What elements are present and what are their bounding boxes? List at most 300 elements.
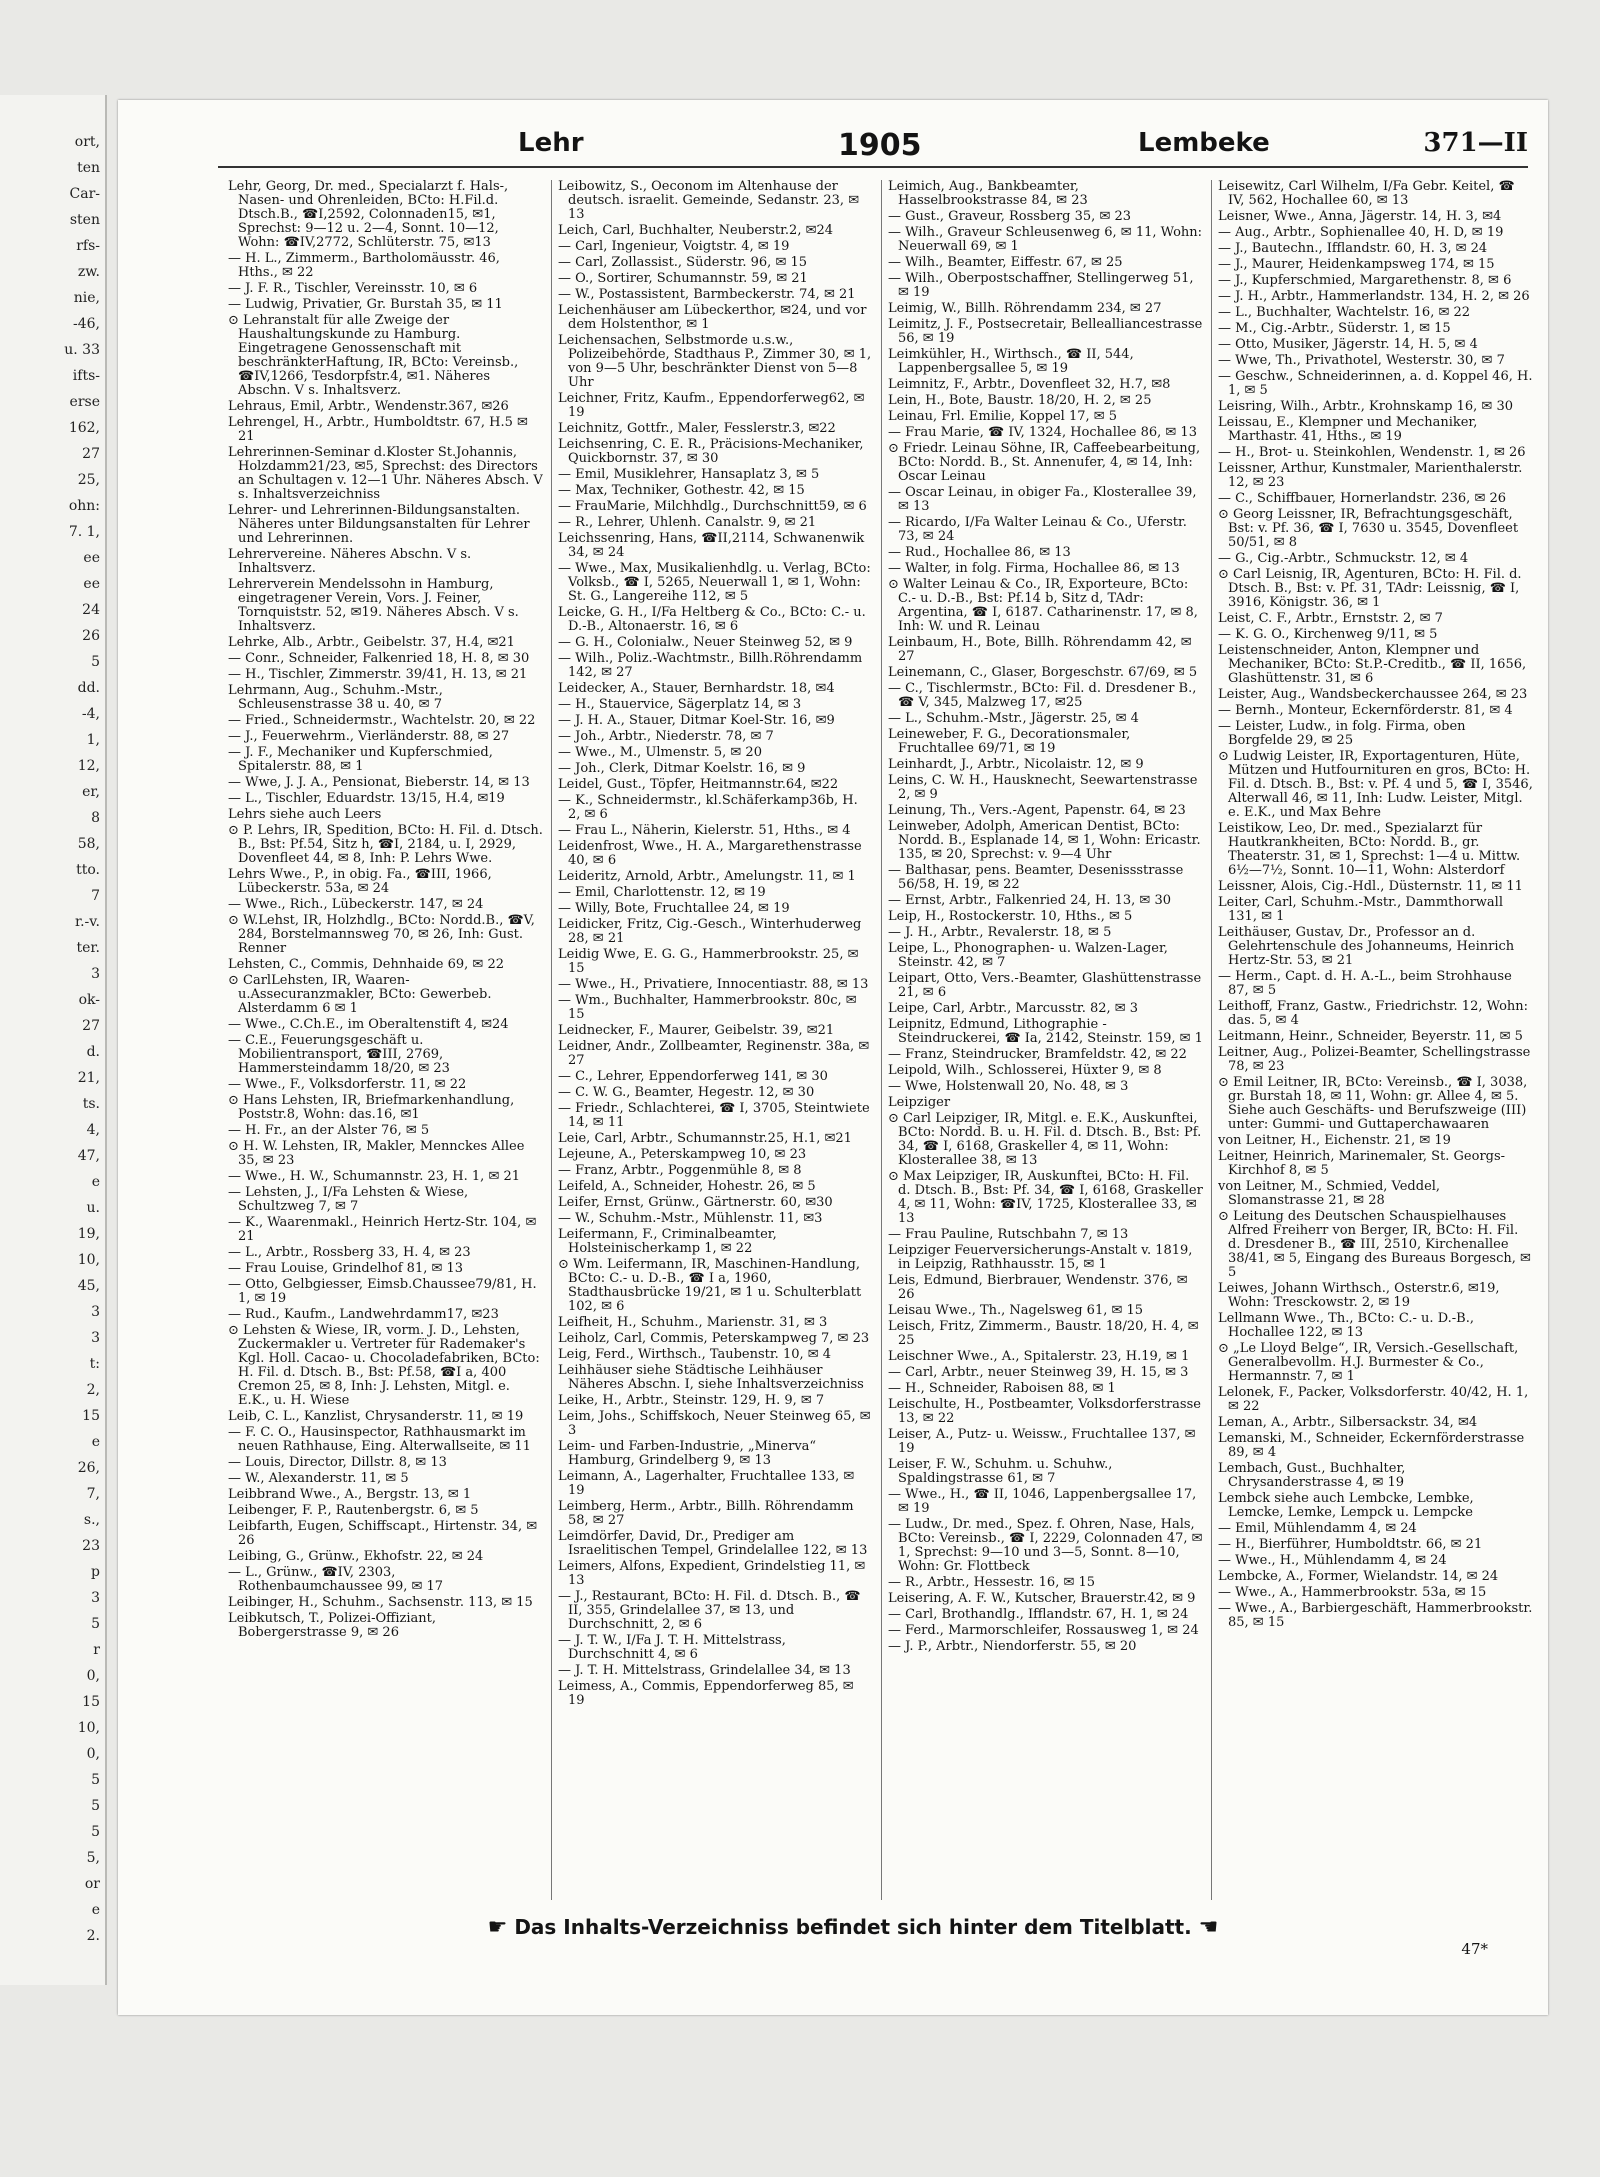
directory-entry: — Wwe., Rich., Lübeckerstr. 147, ✉ 24 — [228, 897, 484, 912]
margin-fragment: 3 — [91, 966, 100, 982]
margin-fragment: nie, — [73, 290, 100, 306]
directory-entry: Leistikow, Leo, Dr. med., Spezialarzt für Hautkrankheiten, BCto: Nordd. B., gr. Theaterstr. 31, ✉ 1, Sprechst: 1—4 u. Mittw. 6½—7½, Sonnt. 10—11, Wohn: Alsterdorf — [1218, 821, 1521, 878]
directory-entry: — Louis, Director, Dillstr. 8, ✉ 13 — [228, 1455, 447, 1470]
directory-entry: Lehrervereine. Näheres Abschn. V s. Inhaltsverz. — [228, 547, 472, 576]
margin-fragment: ifts- — [72, 368, 100, 384]
directory-entry: Leinung, Th., Vers.-Agent, Papenstr. 64, ✉ 23 — [888, 803, 1186, 818]
directory-entry: Lembcke, A., Former, Wielandstr. 14, ✉ 24 — [1218, 1569, 1499, 1584]
directory-entry: — Aug., Arbtr., Sophienallee 40, H. D, ✉ 19 — [1218, 225, 1504, 240]
margin-fragment: 5, — [86, 1850, 100, 1866]
directory-entry: — Emil, Charlottenstr. 12, ✉ 19 — [558, 885, 766, 900]
directory-entry: Lembach, Gust., Buchhalter, Chrysanderstrasse 4, ✉ 19 — [1218, 1461, 1406, 1490]
directory-entry: — Wwe., H., Mühlendamm 4, ✉ 24 — [1218, 1553, 1447, 1568]
directory-entry: — J., Bautechn., Ifflandstr. 60, H. 3, ✉ 24 — [1218, 241, 1488, 256]
column-4 — [1218, 180, 1533, 1900]
margin-fragment: ok- — [78, 992, 100, 1008]
directory-entry: Leibenger, F. P., Rautenbergstr. 6, ✉ 5 — [228, 1503, 479, 1518]
directory-entry: Leipnitz, Edmund, Lithographie - Steindruckerei, ☎ Ia, 2142, Steinstr. 159, ✉ 1 — [888, 1017, 1203, 1046]
margin-fragment: 27 — [82, 1018, 100, 1034]
margin-fragment: 5 — [91, 1798, 100, 1814]
directory-entry: Leihhäuser siehe Städtische Leihhäuser Näheres Abschn. I, siehe Inhaltsverzeichniss — [558, 1363, 864, 1392]
directory-entry: Leimers, Alfons, Expedient, Grindelstieg 11, ✉ 13 — [558, 1559, 866, 1588]
directory-entry: — Lehsten, J., I/Fa Lehsten & Wiese, Schultzweg 7, ✉ 7 — [228, 1185, 469, 1214]
directory-entry: — Wm., Buchhalter, Hammerbrookstr. 80c, ✉ 15 — [558, 993, 857, 1022]
directory-entry: Leichenhäuser am Lübeckerthor, ✉24, und vor dem Holstenthor, ✉ 1 — [558, 303, 867, 332]
directory-entry: — Wwe., H., ☎ II, 1046, Lappenbergsallee 17, ✉ 19 — [888, 1487, 1197, 1516]
margin-fragment: 5 — [91, 1824, 100, 1840]
directory-entry: — Walter, in folg. Firma, Hochallee 86, ✉ 13 — [888, 561, 1180, 576]
margin-fragment: 4, — [86, 1122, 100, 1138]
directory-entry: ⊙ Carl Leipziger, IR, Mitgl. e. E.K., Auskunftei, BCto: Nordd. B. u. H. Fil. d. Dtsch. B., Bst: Pf. 34, ☎ I, 6168, Graskeller 4, ✉ 11, Wohn: Klosterallee 38, ✉ 13 — [888, 1111, 1202, 1168]
directory-entry: Leike, H., Arbtr., Steinstr. 129, H. 9, ✉ 7 — [558, 1393, 825, 1408]
directory-entry: — Wwe., H. W., Schumannstr. 23, H. 1, ✉ 21 — [228, 1169, 521, 1184]
margin-fragment: 45, — [77, 1278, 100, 1294]
directory-entry: von Leitner, H., Eichenstr. 21, ✉ 19 — [1218, 1133, 1451, 1148]
directory-entry: Leisering, A. F. W., Kutscher, Brauerstr.42, ✉ 9 — [888, 1591, 1196, 1606]
directory-entry: — L., Arbtr., Rossberg 33, H. 4, ✉ 23 — [228, 1245, 471, 1260]
directory-entry: Leich, Carl, Buchhalter, Neuberstr.2, ✉24 — [558, 223, 834, 238]
directory-entry: — Wwe., A., Hammerbrookstr. 53a, ✉ 15 — [1218, 1585, 1487, 1600]
directory-entry: Leisau Wwe., Th., Nagelsweg 61, ✉ 15 — [888, 1303, 1144, 1318]
directory-entry: Leineweber, F. G., Decorationsmaler, Fruchtallee 69/71, ✉ 19 — [888, 727, 1131, 756]
directory-entry: Leibkutsch, T., Polizei-Offiziant, Bobergerstrasse 9, ✉ 26 — [228, 1611, 437, 1640]
directory-entry: — Wilh., Oberpostschaffner, Stellingerweg 51, ✉ 19 — [888, 271, 1194, 300]
directory-entry: — H. Fr., an der Alster 76, ✉ 5 — [228, 1123, 430, 1138]
directory-entry: — Willy, Bote, Fruchtallee 24, ✉ 19 — [558, 901, 790, 916]
directory-entry: — Oscar Leinau, in obiger Fa., Klosterallee 39, ✉ 13 — [888, 485, 1197, 514]
directory-entry: — Frau L., Näherin, Kielerstr. 51, Hths., ✉ 4 — [558, 823, 851, 838]
directory-entry: — M., Cig.-Arbtr., Süderstr. 1, ✉ 15 — [1218, 321, 1451, 336]
directory-entry: — Wwe., M., Ulmenstr. 5, ✉ 20 — [558, 745, 762, 760]
margin-fragment: ort, — [74, 134, 100, 150]
directory-entry: Leithoff, Franz, Gastw., Friedrichstr. 12, Wohn: das. 5, ✉ 4 — [1218, 999, 1529, 1028]
margin-fragment: 47, — [77, 1148, 100, 1164]
directory-entry: — Rud., Hochallee 86, ✉ 13 — [888, 545, 1071, 560]
margin-fragment: t: — [89, 1356, 100, 1372]
directory-entry: — R., Arbtr., Hessestr. 16, ✉ 15 — [888, 1575, 1096, 1590]
directory-entry: Leifer, Ernst, Grünw., Gärtnerstr. 60, ✉30 — [558, 1195, 833, 1210]
margin-fragment: d. — [86, 1044, 100, 1060]
margin-fragment: 2, — [86, 1382, 100, 1398]
directory-entry: ⊙ Leitung des Deutschen Schauspielhauses Alfred Freiherr von Berger, IR, BCto: H. Fil. d. Dresdener B., ☎ III, 2510, Kirchenallee 38/41, ✉ 5, Eingang des Bureaus Borgesch, ✉ 5 — [1218, 1209, 1531, 1280]
directory-entry: Leist, C. F., Arbtr., Ernststr. 2, ✉ 7 — [1218, 611, 1443, 626]
directory-entry: Leiholz, Carl, Commis, Peterskampweg 7, ✉ 23 — [558, 1331, 870, 1346]
sheet-signature: 47* — [1461, 1940, 1488, 1958]
directory-entry: Leichensachen, Selbstmorde u.s.w., Polizeibehörde, Stadthaus P., Zimmer 30, ✉ 1, von 9—5 Uhr, beschränkter Dienst von 5—8 Uhr — [558, 333, 872, 390]
margin-fragment: 2. — [86, 1928, 100, 1944]
directory-entry: Leidig Wwe, E. G. G., Hammerbrookstr. 25, ✉ 15 — [558, 947, 859, 976]
margin-fragment: 26, — [77, 1460, 100, 1476]
directory-entry: — J. H., Arbtr., Hammerlandstr. 134, H. 2, ✉ 26 — [1218, 289, 1530, 304]
directory-entry: Leissau, E., Klempner und Mechaniker, Marthastr. 41, Hths., ✉ 19 — [1218, 415, 1478, 444]
directory-entry: — Carl, Zollassist., Süderstr. 96, ✉ 15 — [558, 255, 808, 270]
column-2 — [558, 180, 873, 1900]
directory-entry: — FrauMarie, Milchhdlg., Durchschnitt59, ✉ 6 — [558, 499, 867, 514]
directory-entry: von Leitner, M., Schmied, Veddel, Slomanstrasse 21, ✉ 28 — [1218, 1179, 1441, 1208]
directory-entry: — L., Schuhm.-Mstr., Jägerstr. 25, ✉ 4 — [888, 711, 1139, 726]
directory-entry: Leibinger, H., Schuhm., Sachsenstr. 113, ✉ 15 — [228, 1595, 533, 1610]
directory-entry: ⊙ P. Lehrs, IR, Spedition, BCto: H. Fil. d. Dtsch. B., Bst: Pf.54, Sitz h, ☎I, 2184, u. I, 2929, Dovenfleet 44, ✉ 8, Inh: P. Lehrs Wwe. — [228, 823, 543, 866]
directory-entry: ⊙ „Le Lloyd Belge“, IR, Versich.-Gesellschaft, Generalbevollm. H.J. Burmester & Co., Hermannstr. 7, ✉ 1 — [1218, 1341, 1519, 1384]
directory-entry: Lehrmann, Aug., Schuhm.-Mstr., Schleusenstrasse 38 u. 40, ✉ 7 — [228, 683, 443, 712]
directory-entry: ⊙ Carl Leisnig, IR, Agenturen, BCto: H. Fil. d. Dtsch. B., Bst: v. Pf. 31, TAdr: Leissnig, ☎ I, 3916, Königstr. 36, ✉ 1 — [1218, 567, 1522, 610]
margin-fragment: Car- — [69, 186, 100, 202]
directory-entry: Leibbrand Wwe., A., Bergstr. 13, ✉ 1 — [228, 1487, 472, 1502]
directory-entry: — W., Postassistent, Barmbeckerstr. 74, ✉ 21 — [558, 287, 856, 302]
footer-notice-text: Das Inhalts-Verzeichniss befindet sich hinter dem Titelblatt. — [514, 1915, 1192, 1939]
margin-fragment: 3 — [91, 1590, 100, 1606]
directory-entry: — L., Grünw., ☎IV, 2303, Rothenbaumchaussee 99, ✉ 17 — [228, 1565, 444, 1594]
margin-fragment: 8 — [91, 810, 100, 826]
directory-entry: Lelonek, F., Packer, Volksdorferstr. 40/42, H. 1, ✉ 22 — [1218, 1385, 1529, 1414]
margin-fragment: 10, — [77, 1252, 100, 1268]
directory-entry: — Conr., Schneider, Falkenried 18, H. 8, ✉ 30 — [228, 651, 530, 666]
directory-entry: Lehrer- und Lehrerinnen-Bildungsanstalten. Näheres unter Bildungsanstalten für Lehrer und Lehrerinnen. — [228, 503, 530, 546]
directory-entry: ⊙ Hans Lehsten, IR, Briefmarkenhandlung, Poststr.8, Wohn: das.16, ✉1 — [228, 1093, 515, 1122]
directory-entry: — Wwe., A., Barbiergeschäft, Hammerbrookstr. 85, ✉ 15 — [1218, 1601, 1533, 1630]
directory-entry: — Wwe., H., Privatiere, Innocentiastr. 88, ✉ 13 — [558, 977, 869, 992]
directory-entry: — H., Stauervice, Sägerplatz 14, ✉ 3 — [558, 697, 802, 712]
margin-fragment: 7. 1, — [68, 524, 100, 540]
margin-fragment: u. — [86, 1200, 100, 1216]
margin-fragment: 7, — [86, 1486, 100, 1502]
directory-entry: — H., Schneider, Raboisen 88, ✉ 1 — [888, 1381, 1116, 1396]
margin-fragment: zw. — [77, 264, 100, 280]
directory-entry: Lellmann Wwe., Th., BCto: C.- u. D.-B., Hochallee 122, ✉ 13 — [1218, 1311, 1475, 1340]
directory-entry: ⊙ H. W. Lehsten, IR, Makler, Mennckes Allee 35, ✉ 23 — [228, 1139, 525, 1168]
directory-entry: — K. G. O., Kirchenweg 9/11, ✉ 5 — [1218, 627, 1438, 642]
directory-entry: Leischner Wwe., A., Spitalerstr. 23, H.19, ✉ 1 — [888, 1349, 1190, 1364]
directory-entry: Leichsenring, C. E. R., Präcisions-Mechaniker, Quickbornstr. 37, ✉ 30 — [558, 437, 864, 466]
directory-entry: Leie, Carl, Arbtr., Schumannstr.25, H.1, ✉21 — [558, 1131, 852, 1146]
margin-fragment: 5 — [91, 1772, 100, 1788]
directory-entry: — H., Brot- u. Steinkohlen, Wendenstr. 1, ✉ 26 — [1218, 445, 1526, 460]
directory-entry: — Emil, Musiklehrer, Hansaplatz 3, ✉ 5 — [558, 467, 820, 482]
directory-entry: — Leister, Ludw., in folg. Firma, oben Borgfelde 29, ✉ 25 — [1218, 719, 1466, 748]
directory-entry: — F. C. O., Hausinspector, Rathhausmarkt im neuen Rathhause, Eing. Alterwallseite, ✉ 11 — [228, 1425, 531, 1454]
directory-entry: Leissner, Alois, Cig.-Hdl., Düsternstr. 11, ✉ 11 — [1218, 879, 1523, 894]
directory-entry: Leimitz, J. F., Postsecretair, Bellealliancestrasse 56, ✉ 19 — [888, 317, 1203, 346]
directory-entry: — J. H., Arbtr., Revalerstr. 18, ✉ 5 — [888, 925, 1112, 940]
directory-entry: — Ludw., Dr. med., Spez. f. Ohren, Nase, Hals, BCto: Vereinsb., ☎ I, 2229, Colonnaden 47, ✉ 1, Sprechst: 9—10 und 3—5, Sonnt. 8—10, Wohn: Gr. Flottbeck — [888, 1517, 1203, 1574]
margin-fragment: ee — [83, 550, 100, 566]
margin-fragment: er, — [82, 784, 100, 800]
directory-entry: Leman, A., Arbtr., Silbersackstr. 34, ✉4 — [1218, 1415, 1478, 1430]
directory-entry: — Herm., Capt. d. H. A.-L., beim Strohhause 87, ✉ 5 — [1218, 969, 1512, 998]
margin-fragment: ee — [83, 576, 100, 592]
margin-fragment: ten — [77, 160, 100, 176]
header-left-word: Lehr — [518, 128, 584, 158]
directory-entry: Leipziger — [888, 1095, 951, 1110]
pointing-hand-icon: ☚ — [1198, 1915, 1219, 1940]
directory-entry: Leimess, A., Commis, Eppendorferweg 85, ✉ 19 — [558, 1679, 854, 1708]
margin-fragment: e — [91, 1174, 100, 1190]
directory-entry: — W., Alexanderstr. 11, ✉ 5 — [228, 1471, 409, 1486]
margin-fragment: r.-v. — [74, 914, 100, 930]
margin-fragment: 26 — [82, 628, 100, 644]
directory-entry: — Wwe, J. J. A., Pensionat, Bieberstr. 14, ✉ 13 — [228, 775, 530, 790]
directory-entry: Leisring, Wilh., Arbtr., Krohnskamp 16, ✉ 30 — [1218, 399, 1513, 414]
directory-entry: Leimann, A., Lagerhalter, Fruchtallee 133, ✉ 19 — [558, 1469, 855, 1498]
directory-entry: Leimnitz, F., Arbtr., Dovenfleet 32, H.7, ✉8 — [888, 377, 1171, 392]
directory-entry: — Otto, Musiker, Jägerstr. 14, H. 5, ✉ 4 — [1218, 337, 1478, 352]
directory-entry: ⊙ Lehranstalt für alle Zweige der Haushaltungskunde zu Hamburg. Eingetragene Genossenschaft mit beschränkterHaftung, IR, BCto: Vereinsb., ☎IV,1266, Tesdorpfstr.4, ✉1. Näheres Abschn. V s. Inhaltsverz. — [228, 313, 519, 398]
directory-entry: Leideritz, Arnold, Arbtr., Amelungstr. 11, ✉ 1 — [558, 869, 856, 884]
directory-entry: — W., Schuhm.-Mstr., Mühlenstr. 11, ✉3 — [558, 1211, 823, 1226]
directory-entry: — Carl, Arbtr., neuer Steinweg 39, H. 15, ✉ 3 — [888, 1365, 1189, 1380]
directory-entry: — J. H. A., Stauer, Ditmar Koel-Str. 16, ✉9 — [558, 713, 835, 728]
directory-entry: — C., Lehrer, Eppendorferweg 141, ✉ 30 — [558, 1069, 828, 1084]
directory-entry: Lehr, Georg, Dr. med., Specialarzt f. Hals-, Nasen- und Ohrenleiden, BCto: H.Fil.d. Dtsch.B., ☎I,2592, Colonnaden15, ✉1, Sprechst: 9—12 u. 2—4, Sonnt. 10—12, Wohn: ☎IV,2772, Schlüterstr. 75, ✉13 — [228, 180, 509, 250]
directory-entry: Lehrke, Alb., Arbtr., Geibelstr. 37, H.4, ✉21 — [228, 635, 515, 650]
margin-fragment: tto. — [76, 862, 100, 878]
directory-entry: Leitner, Heinrich, Marinemaler, St. Georgs-Kirchhof 8, ✉ 5 — [1218, 1149, 1506, 1178]
directory-entry: — Wilh., Graveur Schleusenweg 6, ✉ 11, Wohn: Neuerwall 69, ✉ 1 — [888, 225, 1203, 254]
directory-entry: Leichssenring, Hans, ☎II,2114, Schwanenwik 34, ✉ 24 — [558, 531, 865, 560]
directory-entry: — Wwe, Th., Privathotel, Westerstr. 30, ✉ 7 — [1218, 353, 1505, 368]
directory-entry: Leimberg, Herm., Arbtr., Billh. Röhrendamm 58, ✉ 27 — [558, 1499, 854, 1528]
directory-entry: — R., Lehrer, Uhlenh. Canalstr. 9, ✉ 21 — [558, 515, 817, 530]
directory-entry: Leinbaum, H., Bote, Billh. Röhrendamm 42, ✉ 27 — [888, 635, 1192, 664]
directory-entry: — G. H., Colonialw., Neuer Steinweg 52, ✉ 9 — [558, 635, 853, 650]
directory-entry: — J. F. R., Tischler, Vereinsstr. 10, ✉ 6 — [228, 281, 478, 296]
previous-page-edge — [0, 95, 107, 1985]
directory-entry: — L., Tischler, Eduardstr. 13/15, H.4, ✉19 — [228, 791, 505, 806]
running-header — [118, 120, 1548, 163]
directory-entry: Lehrs Wwe., P., in obig. Fa., ☎III, 1966, Lübeckerstr. 53a, ✉ 24 — [228, 867, 492, 896]
directory-entry: Leischulte, H., Postbeamter, Volksdorferstrasse 13, ✉ 22 — [888, 1397, 1201, 1426]
directory-entry: — Franz, Steindrucker, Bramfeldstr. 42, ✉ 22 — [888, 1047, 1187, 1062]
margin-fragment: dd. — [77, 680, 100, 696]
directory-entry: Leimich, Aug., Bankbeamter, Hasselbrookstrasse 84, ✉ 23 — [888, 180, 1088, 208]
margin-fragment: erse — [69, 394, 100, 410]
directory-entry: Leitmann, Heinr., Schneider, Beyerstr. 11, ✉ 5 — [1218, 1029, 1523, 1044]
directory-entry: — H., Tischler, Zimmerstr. 39/41, H. 13, ✉ 21 — [228, 667, 528, 682]
directory-entry: Leidnecker, F., Maurer, Geibelstr. 39, ✉21 — [558, 1023, 835, 1038]
directory-entry: Leitner, Aug., Polizei-Beamter, Schellingstrasse 78, ✉ 23 — [1218, 1045, 1531, 1074]
directory-entry: Leisewitz, Carl Wilhelm, I/Fa Gebr. Keitel, ☎ IV, 562, Hochallee 60, ✉ 13 — [1218, 180, 1515, 208]
directory-entry: Lemanski, M., Schneider, Eckernförderstrasse 89, ✉ 4 — [1218, 1431, 1525, 1460]
directory-entry: ⊙ Georg Leissner, IR, Befrachtungsgeschäft, Bst: v. Pf. 36, ☎ I, 7630 u. 3545, Dovenfleet 50/51, ✉ 8 — [1218, 507, 1519, 550]
directory-entry: Leidenfrost, Wwe., H. A., Margarethenstrasse 40, ✉ 6 — [558, 839, 862, 868]
directory-entry: — J. T. W., I/Fa J. T. H. Mittelstrass, Durchschnitt 4, ✉ 6 — [558, 1633, 786, 1662]
directory-entry: — O., Sortirer, Schumannstr. 59, ✉ 21 — [558, 271, 808, 286]
directory-entry: — Ricardo, I/Fa Walter Leinau & Co., Uferstr. 73, ✉ 24 — [888, 515, 1187, 544]
directory-entry: — K., Schneidermstr., kl.Schäferkamp36b, H. 2, ✉ 6 — [558, 793, 858, 822]
directory-entry: — Carl, Brothandlg., Ifflandstr. 67, H. 1, ✉ 24 — [888, 1607, 1189, 1622]
directory-entry: — Friedr., Schlachterei, ☎ I, 3705, Steintwiete 14, ✉ 11 — [558, 1101, 870, 1130]
margin-fragment: 3 — [91, 1304, 100, 1320]
directory-entry: — J., Restaurant, BCto: H. Fil. d. Dtsch. B., ☎ II, 355, Grindelallee 37, ✉ 13, und Durchschnitt, 2, ✉ 6 — [558, 1589, 861, 1632]
directory-entry: Leistenschneider, Anton, Klempner und Mechaniker, BCto: St.P.-Creditb., ☎ II, 1656, Glashüttenstr. 31, ✉ 6 — [1218, 643, 1527, 686]
directory-entry: — Wwe., C.Ch.E., im Oberaltenstift 4, ✉24 — [228, 1017, 509, 1032]
directory-entry: Leim, Johs., Schiffskoch, Neuer Steinweg 65, ✉ 3 — [558, 1409, 871, 1438]
margin-fragment: 21, — [77, 1070, 100, 1086]
directory-entry: Leifermann, F., Criminalbeamter, Holsteinischerkamp 1, ✉ 22 — [558, 1227, 777, 1256]
directory-entry: ⊙ Emil Leitner, IR, BCto: Vereinsb., ☎ I, 3038, gr. Burstah 18, ✉ 11, Wohn: gr. Allee 4, ✉ 5. Siehe auch Geschäfts- und Berufszweige (III) unter: Gummi- und Guttaperchawaaren — [1218, 1075, 1528, 1132]
directory-entry: — Wwe, Holstenwall 20, No. 48, ✉ 3 — [888, 1079, 1129, 1094]
directory-entry: — H. L., Zimmerm., Bartholomäusstr. 46, Hths., ✉ 22 — [228, 251, 500, 280]
directory-entry: — C.E., Feuerungsgeschäft u. Mobilientransport, ☎III, 2769, Hammersteindamm 18/20, ✉ 23 — [228, 1033, 450, 1076]
directory-entry: Leidicker, Fritz, Cig.-Gesch., Winterhuderweg 28, ✉ 21 — [558, 917, 862, 946]
margin-fragment: rfs- — [76, 238, 100, 254]
margin-fragment: -4, — [81, 706, 100, 722]
column-1 — [228, 180, 543, 1900]
directory-entry: Leibing, G., Grünw., Ekhofstr. 22, ✉ 24 — [228, 1549, 484, 1564]
margin-fragment: ter. — [76, 940, 100, 956]
directory-entry: — J. P., Arbtr., Niendorferstr. 55, ✉ 20 — [888, 1639, 1137, 1654]
directory-entry: — Frau Marie, ☎ IV, 1324, Hochallee 86, ✉ 13 — [888, 425, 1197, 440]
directory-entry: Leig, Ferd., Wirthsch., Taubenstr. 10, ✉ 4 — [558, 1347, 832, 1362]
margin-fragment: ts. — [82, 1096, 100, 1112]
directory-entry: ⊙ CarlLehsten, IR, Waaren-u.Assecuranzmakler, BCto: Gewerbeb. Alsterdamm 6 ✉ 1 — [228, 973, 492, 1016]
margin-fragment: 19, — [77, 1226, 100, 1242]
directory-entry: Leiser, A., Putz- u. Weissw., Fruchtallee 137, ✉ 19 — [888, 1427, 1196, 1456]
directory-page — [118, 100, 1548, 2015]
directory-entry: — Gust., Graveur, Rossberg 35, ✉ 23 — [888, 209, 1132, 224]
directory-entry: — Wilh., Poliz.-Wachtmstr., Billh.Röhrendamm 142, ✉ 27 — [558, 651, 863, 680]
directory-entry: Lehrengel, H., Arbtr., Humboldtstr. 67, H.5 ✉ 21 — [228, 415, 528, 444]
margin-fragment: 10, — [77, 1720, 100, 1736]
margin-fragment: sten — [69, 212, 100, 228]
directory-entry: Lehraus, Emil, Arbtr., Wendenstr.367, ✉26 — [228, 399, 509, 414]
directory-entry: Leipold, Wilh., Schlosserei, Hüxter 9, ✉ 8 — [888, 1063, 1162, 1078]
directory-entry: Leins, C. W. H., Hausknecht, Seewartenstrasse 2, ✉ 9 — [888, 773, 1198, 802]
directory-entry: Leifeld, A., Schneider, Hohestr. 26, ✉ 5 — [558, 1179, 816, 1194]
margin-fragment: 15 — [82, 1694, 100, 1710]
directory-entry: — Fried., Schneidermstr., Wachtelstr. 20, ✉ 22 — [228, 713, 536, 728]
directory-entry: — Joh., Clerk, Ditmar Koelstr. 16, ✉ 9 — [558, 761, 806, 776]
margin-fragment: ohn: — [68, 498, 100, 514]
directory-entry: — Joh., Arbtr., Niederstr. 78, ✉ 7 — [558, 729, 774, 744]
directory-entry: — J., Kupferschmied, Margarethenstr. 8, ✉ 6 — [1218, 273, 1512, 288]
margin-fragment: r — [93, 1642, 100, 1658]
directory-entry: Leithäuser, Gustav, Dr., Professor an d. Gelehrtenschule des Johanneums, Heinrich Hertz-Str. 53, ✉ 21 — [1218, 925, 1515, 968]
margin-fragment: p — [91, 1564, 100, 1580]
directory-entry: ⊙ Walter Leinau & Co., IR, Exporteure, BCto: C.- u. D.-B., Bst: Pf.14 b, Sitz d, TAdr: Argentina, ☎ I, 6187. Catharinenstr. 17, ✉ 8, Inh: W. und R. Leinau — [888, 577, 1198, 634]
directory-entry: Leibowitz, S., Oeconom im Altenhause der deutsch. israelit. Gemeinde, Sedanstr. 23, ✉ 13 — [558, 180, 860, 222]
directory-entry: Leipart, Otto, Vers.-Beamter, Glashüttenstrasse 21, ✉ 6 — [888, 971, 1202, 1000]
directory-entry: ⊙ Max Leipziger, IR, Auskunftei, BCto: H. Fil. d. Dtsch. B., Bst: Pf. 34, ☎ I, 6168, Graskeller 4, ✉ 11, Wohn: ☎IV, 1725, Klosterallee 33, ✉ 13 — [888, 1169, 1203, 1226]
directory-entry: — J. T. H. Mittelstrass, Grindelallee 34, ✉ 13 — [558, 1663, 851, 1678]
directory-entry: Leinemann, C., Glaser, Borgeschstr. 67/69, ✉ 5 — [888, 665, 1198, 680]
header-right-word: Lembeke — [1138, 128, 1270, 158]
margin-fragment: 12, — [77, 758, 100, 774]
directory-entry: — Ernst, Arbtr., Falkenried 24, H. 13, ✉ 30 — [888, 893, 1171, 908]
directory-entry: Leiwes, Johann Wirthsch., Osterstr.6, ✉19, Wohn: Tresckowstr. 2, ✉ 19 — [1218, 1281, 1500, 1310]
directory-entry: Leipziger Feuerversicherungs-Anstalt v. 1819, in Leipzig, Rathhausstr. 15, ✉ 1 — [888, 1243, 1193, 1272]
directory-entry: Leimig, W., Billh. Röhrendamm 234, ✉ 27 — [888, 301, 1162, 316]
page-number: 371—II — [1423, 128, 1528, 158]
margin-fragment: or — [84, 1876, 100, 1892]
directory-entry: — Otto, Gelbgiesser, Eimsb.Chaussee79/81, H. 1, ✉ 19 — [228, 1277, 537, 1306]
directory-entry: — Rud., Kaufm., Landwehrdamm17, ✉23 — [228, 1307, 499, 1322]
margin-fragment: 24 — [82, 602, 100, 618]
directory-entry: Leidecker, A., Stauer, Bernhardstr. 18, ✉4 — [558, 681, 835, 696]
directory-entry: ⊙ Lehsten & Wiese, IR, vorm. J. D., Lehsten, Zuckermakler u. Vertreter für Rademaker's Kgl. Holl. Cacao- u. Chocoladefabriken, BCto: H. Fil. d. Dtsch. B., Bst: Pf.58, ☎I a, 400 Cremon 25, ✉ 8, Inh: J. Lehsten, Mitgl. e. E.K., u. H. Wiese — [228, 1323, 540, 1408]
directory-entry: Leipe, Carl, Arbtr., Marcusstr. 82, ✉ 3 — [888, 1001, 1139, 1016]
directory-entry: Lehsten, C., Commis, Dehnhaide 69, ✉ 22 — [228, 957, 504, 972]
directory-entry: — Wilh., Beamter, Eiffestr. 67, ✉ 25 — [888, 255, 1123, 270]
footer-notice — [318, 1915, 1388, 1940]
directory-entry: Lembck siehe auch Lembcke, Lembke, Lemcke, Lemke, Lempck u. Lempcke — [1218, 1491, 1474, 1520]
directory-entry: Lehrerverein Mendelssohn in Hamburg, eingetragener Verein, Vors. J. Feiner, Tornquiststr. 52, ✉19. Näheres Absch. V s. Inhaltsverz. — [228, 577, 519, 634]
directory-entry: Lein, H., Bote, Baustr. 18/20, H. 2, ✉ 25 — [888, 393, 1152, 408]
directory-entry: Leimkühler, H., Wirthsch., ☎ II, 544, Lappenbergsallee 5, ✉ 19 — [888, 347, 1134, 376]
directory-entry: — J., Feuerwehrm., Vierländerstr. 88, ✉ 27 — [228, 729, 510, 744]
directory-entry: Lehrerinnen-Seminar d.Kloster St.Johannis, Holzdamm21/23, ✉5, Sprechst: des Directors an Schultagen v. 12—1 Uhr. Näheres Absch. V s. Inhaltsverzeichniss — [228, 445, 543, 502]
column-3 — [888, 180, 1203, 1900]
directory-entry: — Carl, Ingenieur, Voigtstr. 4, ✉ 19 — [558, 239, 790, 254]
margin-fragment: 5 — [91, 654, 100, 670]
margin-fragment: 23 — [82, 1538, 100, 1554]
margin-fragment: s., — [83, 1512, 100, 1528]
directory-entry: — Balthasar, pens. Beamter, Desenissstrasse 56/58, H. 19, ✉ 22 — [888, 863, 1184, 892]
directory-entry: — C. W. G., Beamter, Hegestr. 12, ✉ 30 — [558, 1085, 815, 1100]
directory-entry: — H., Bierführer, Humboldtstr. 66, ✉ 21 — [1218, 1537, 1483, 1552]
directory-entry: Leisch, Fritz, Zimmerm., Baustr. 18/20, H. 4, ✉ 25 — [888, 1319, 1199, 1348]
directory-entry: — Emil, Mühlendamm 4, ✉ 24 — [1218, 1521, 1417, 1536]
directory-entry: Leichnitz, Gottfr., Maler, Fesslerstr.3, ✉22 — [558, 421, 836, 436]
directory-entry: Leister, Aug., Wandsbeckerchaussee 264, ✉ 23 — [1218, 687, 1528, 702]
directory-entry: — Wwe., F., Volksdorferstr. 11, ✉ 22 — [228, 1077, 467, 1092]
margin-fragment: 7 — [91, 888, 100, 904]
directory-entry: Leibfarth, Eugen, Schiffscapt., Hirtenstr. 34, ✉ 26 — [228, 1519, 538, 1548]
margin-fragment: 0, — [86, 1746, 100, 1762]
margin-fragment: e — [91, 1434, 100, 1450]
margin-fragment: 1, — [86, 732, 100, 748]
directory-entry: Leinweber, Adolph, American Dentist, BCto: Nordd. B., Esplanade 14, ✉ 1, Wohn: Ericastr. 135, ✉ 20, Sprechst: v. 9—4 Uhr — [888, 819, 1201, 862]
directory-entry: — G., Cig.-Arbtr., Schmuckstr. 12, ✉ 4 — [1218, 551, 1469, 566]
margin-fragment: -46, — [73, 316, 100, 332]
margin-fragment: 5 — [91, 1616, 100, 1632]
directory-entry: Leicke, G. H., I/Fa Heltberg & Co., BCto: C.- u. D.-B., Altonaerstr. 16, ✉ 6 — [558, 605, 866, 634]
directory-entry: Lehrs siehe auch Leers — [228, 807, 382, 822]
margin-fragment: 0, — [86, 1668, 100, 1684]
directory-entry: Leimdörfer, David, Dr., Prediger am Israelitischen Tempel, Grindelallee 122, ✉ 13 — [558, 1529, 868, 1558]
margin-fragment: 3 — [91, 1330, 100, 1346]
directory-entry: ⊙ Friedr. Leinau Söhne, IR, Caffeebearbeitung, BCto: Nordd. B., St. Annenufer, 4, ✉ 14, Inh: Oscar Leinau — [888, 441, 1201, 484]
directory-entry: — Geschw., Schneiderinnen, a. d. Koppel 46, H. 1, ✉ 5 — [1218, 369, 1533, 398]
directory-entry: ⊙ Wm. Leifermann, IR, Maschinen-Handlung, BCto: C.- u. D.-B., ☎ I a, 1960, Stadthausbrücke 19/21, ✉ 1 u. Schulterblatt 102, ✉ 6 — [558, 1257, 862, 1314]
margin-fragment: 15 — [82, 1408, 100, 1424]
column-divider — [881, 180, 882, 1900]
directory-entry: — J., Maurer, Heidenkampsweg 174, ✉ 15 — [1218, 257, 1495, 272]
directory-entry: Leiser, F. W., Schuhm. u. Schuhw., Spaldingstrasse 61, ✉ 7 — [888, 1457, 1113, 1486]
directory-entry: Leip, H., Rostockerstr. 10, Hths., ✉ 5 — [888, 909, 1133, 924]
directory-entry: — Ferd., Marmorschleifer, Rossausweg 1, ✉ 24 — [888, 1623, 1199, 1638]
directory-entry: — Frau Louise, Grindelhof 81, ✉ 13 — [228, 1261, 464, 1276]
directory-entry: — L., Buchhalter, Wachtelstr. 16, ✉ 22 — [1218, 305, 1471, 320]
header-rule — [218, 166, 1528, 168]
directory-entry: — C., Schiffbauer, Hornerlandstr. 236, ✉ 26 — [1218, 491, 1507, 506]
directory-entry: — Ludwig, Privatier, Gr. Burstah 35, ✉ 11 — [228, 297, 503, 312]
directory-entry: — Franz, Arbtr., Poggenmühle 8, ✉ 8 — [558, 1163, 802, 1178]
directory-entry: Lejeune, A., Peterskampweg 10, ✉ 23 — [558, 1147, 807, 1162]
margin-fragment: 58, — [77, 836, 100, 852]
directory-entry: Leidel, Gust., Töpfer, Heitmannstr.64, ✉22 — [558, 777, 839, 792]
directory-entry: Leifheit, H., Schuhm., Marienstr. 31, ✉ 3 — [558, 1315, 828, 1330]
margin-fragment: u. 33 — [64, 342, 100, 358]
directory-entry: ⊙ W.Lehst, IR, Holzhdlg., BCto: Nordd.B., ☎V, 284, Borstelmannsweg 70, ✉ 26, Inh: Gust. Renner — [228, 913, 535, 956]
pointing-hand-icon: ☛ — [487, 1915, 508, 1940]
directory-entry: Leim- und Farben-Industrie, „Minerva“ Hamburg, Grindelberg 9, ✉ 13 — [558, 1439, 817, 1468]
directory-entry: — J. F., Mechaniker und Kupferschmied, Spitalerstr. 88, ✉ 1 — [228, 745, 493, 774]
directory-entry: — Wwe., Max, Musikalienhdlg. u. Verlag, BCto: Volksb., ☎ I, 5265, Neuerwall 1, ✉ 1, Wohn: St. G., Langereihe 112, ✉ 5 — [558, 561, 871, 604]
directory-entry: Leidner, Andr., Zollbeamter, Reginenstr. 38a, ✉ 27 — [558, 1039, 870, 1068]
margin-fragment: e — [91, 1902, 100, 1918]
column-divider — [1211, 180, 1212, 1900]
